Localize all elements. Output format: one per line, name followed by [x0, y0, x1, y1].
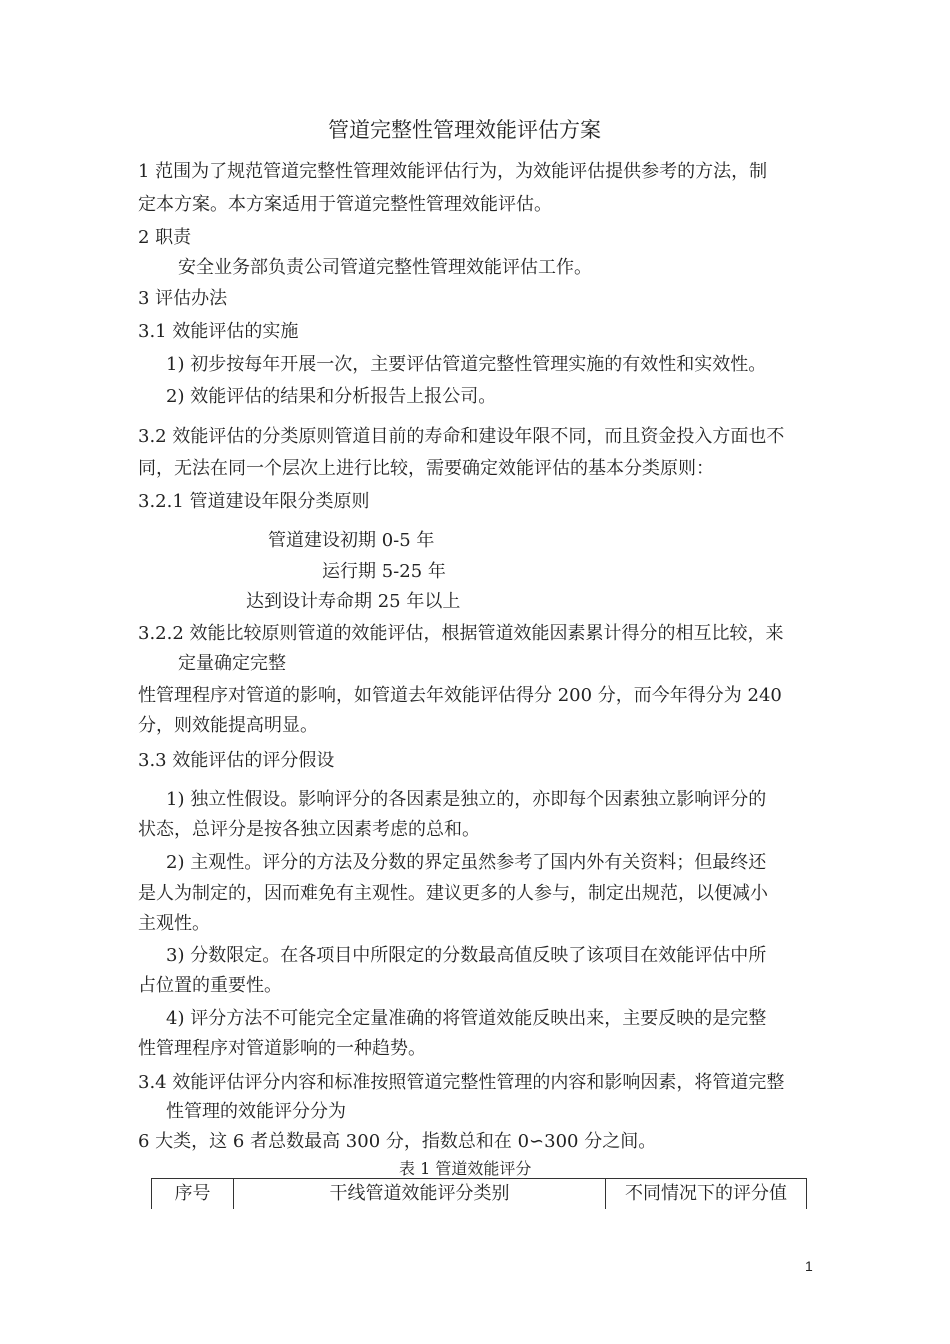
paragraph-line: 定量确定完整 [178, 653, 286, 674]
document-title: 管道完整性管理效能评估方案 [328, 118, 601, 142]
table-header-cell: 不同情况下的评分值 [606, 1179, 807, 1210]
table-header-cell: 序号 [152, 1179, 234, 1210]
section-heading: 3 评估办法 [138, 288, 228, 309]
paragraph-line: 同，无法在同一个层次上进行比较，需要确定效能评估的基本分类原则： [138, 458, 714, 479]
page-number: 1 [805, 1258, 813, 1274]
classification-item: 管道建设初期 0-5 年 [268, 530, 435, 551]
paragraph-line: 1 范围为了规范管道完整性管理效能评估行为，为效能评估提供参考的方法，制 [138, 161, 768, 182]
scoring-table [151, 1178, 807, 1209]
paragraph-line: 性管理的效能评分分为 [166, 1101, 346, 1122]
classification-item: 达到设计寿命期 25 年以上 [246, 591, 461, 612]
subsection-heading: 3.2.1 管道建设年限分类原则 [138, 491, 370, 512]
list-item: 4) 评分方法不可能完全定量准确的将管道效能反映出来，主要反映的是完整 [166, 1008, 767, 1029]
table-caption: 表 1 管道效能评分 [399, 1159, 532, 1178]
paragraph-line: 3.4 效能评估评分内容和标准按照管道完整性管理的内容和影响因素，将管道完整 [138, 1072, 785, 1093]
subsection-heading: 3.1 效能评估的实施 [138, 321, 299, 342]
paragraph-line: 主观性。 [138, 913, 210, 934]
list-item: 1) 初步按每年开展一次，主要评估管道完整性管理实施的有效性和实效性。 [166, 354, 767, 375]
classification-item: 运行期 5-25 年 [322, 561, 446, 582]
paragraph-line: 性管理程序对管道的影响，如管道去年效能评估得分 200 分，而今年得分为 240 [138, 685, 782, 706]
list-item: 2) 效能评估的结果和分析报告上报公司。 [166, 386, 497, 407]
paragraph-line: 性管理程序对管道影响的一种趋势。 [138, 1038, 426, 1059]
paragraph-line: 状态，总评分是按各独立因素考虑的总和。 [138, 819, 480, 840]
paragraph-line: 3.2 效能评估的分类原则管道目前的寿命和建设年限不同，而且资金投入方面也不 [138, 426, 785, 447]
table-header-row [152, 1179, 807, 1210]
paragraph-line: 定本方案。本方案适用于管道完整性管理效能评估。 [138, 194, 552, 215]
list-item: 3) 分数限定。在各项目中所限定的分数最高值反映了该项目在效能评估中所 [166, 945, 767, 966]
section-heading: 2 职责 [138, 227, 192, 248]
subsection-heading: 3.3 效能评估的评分假设 [138, 750, 335, 771]
paragraph-line: 安全业务部负责公司管道完整性管理效能评估工作。 [178, 257, 592, 278]
table-header-cell: 干线管道效能评分类别 [234, 1179, 606, 1210]
list-item: 2) 主观性。评分的方法及分数的界定虽然参考了国内外有关资料；但最终还 [166, 852, 767, 873]
paragraph-line: 分，则效能提高明显。 [138, 715, 318, 736]
paragraph-line: 6 大类，这 6 者总数最高 300 分，指数总和在 0∽300 分之间。 [138, 1131, 657, 1152]
paragraph-line: 3.2.2 效能比较原则管道的效能评估，根据管道效能因素累计得分的相互比较，来 [138, 623, 784, 644]
list-item: 1) 独立性假设。影响评分的各因素是独立的，亦即每个因素独立影响评分的 [166, 789, 767, 810]
paragraph-line: 是人为制定的，因而难免有主观性。建议更多的人参与，制定出规范，以便减小 [138, 883, 768, 904]
paragraph-line: 占位置的重要性。 [138, 975, 282, 996]
